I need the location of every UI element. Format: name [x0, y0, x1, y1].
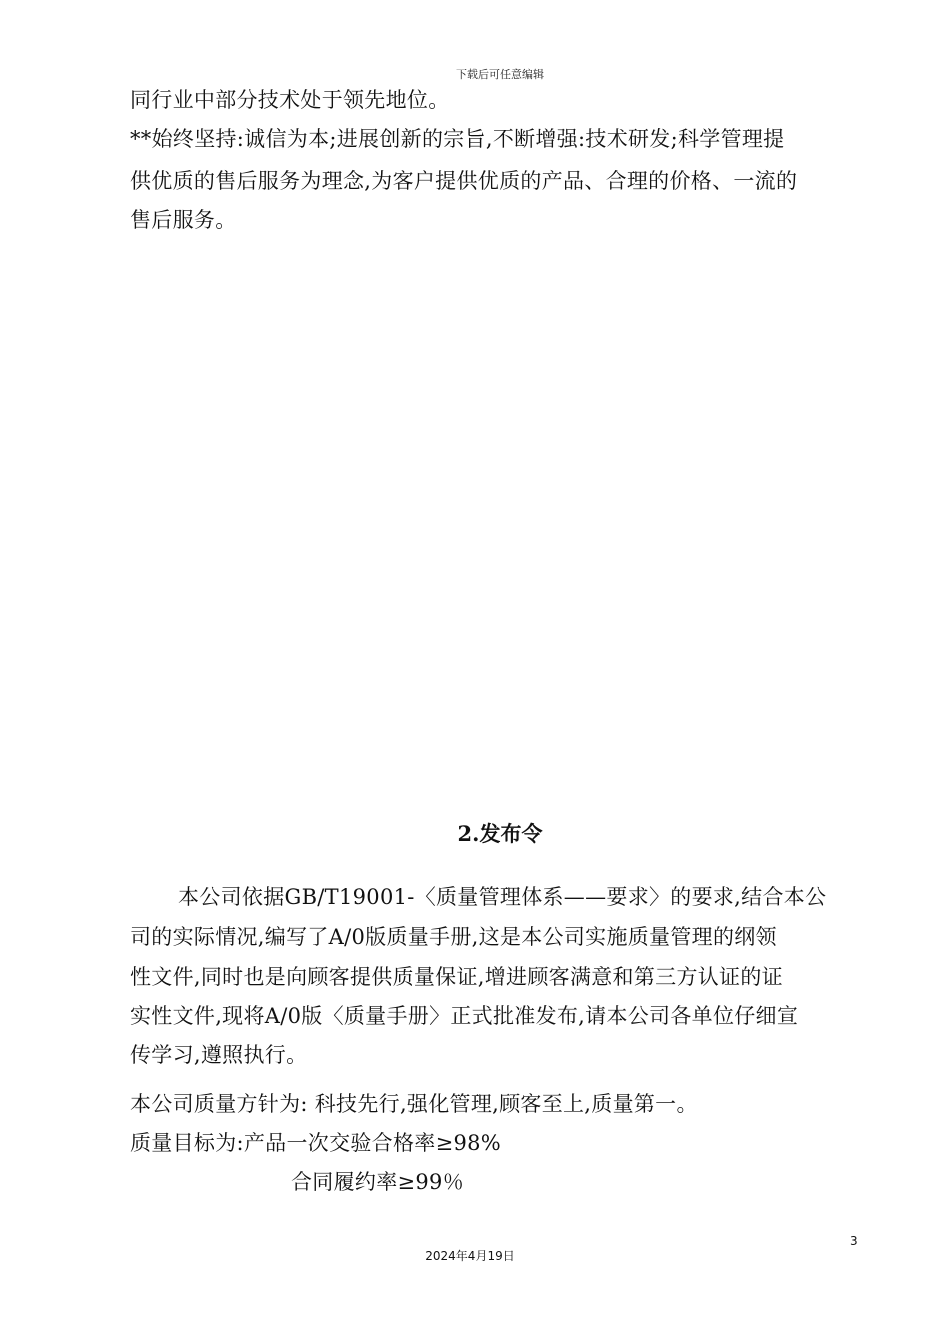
footer-date: 2024年4月19日 [425, 1249, 515, 1263]
paragraph-line-5: 传学习,遵照执行。 [130, 1043, 308, 1067]
paragraph-line-1: 本公司依据GB/T19001-〈质量管理体系——要求〉的要求,结合本公 [178, 885, 827, 909]
paragraph-line-4: 实性文件,现将A/0版〈质量手册〉正式批准发布,请本公司各单位仔细宣 [130, 1004, 799, 1028]
quality-target-2: 合同履约率≥99％ [291, 1170, 465, 1194]
paragraph-line-3: 性文件,同时也是向顾客提供质量保证,增进顾客满意和第三方认证的证 [130, 965, 783, 989]
quality-policy: 本公司质量方针为: 科技先行,强化管理,顾客至上,质量第一。 [130, 1092, 698, 1116]
quality-target-1: 质量目标为:产品一次交验合格率≥98% [130, 1131, 502, 1155]
header-note: 下载后可任意编辑 [456, 68, 544, 81]
intro-line-2: **始终坚持:诚信为本;进展创新的宗旨,不断增强:技术研发;科学管理提 [130, 127, 785, 151]
intro-line-1: 同行业中部分技术处于领先地位。 [130, 88, 450, 112]
paragraph-line-2: 司的实际情况,编写了A/0版质量手册,这是本公司实施质量管理的纲领 [130, 925, 777, 949]
section-heading: 2.发布令 [457, 821, 543, 846]
intro-line-3: 供优质的售后服务为理念,为客户提供优质的产品、合理的价格、一流的 [130, 169, 798, 193]
intro-line-4: 售后服务。 [130, 208, 237, 232]
page-number: 3 [850, 1234, 858, 1248]
